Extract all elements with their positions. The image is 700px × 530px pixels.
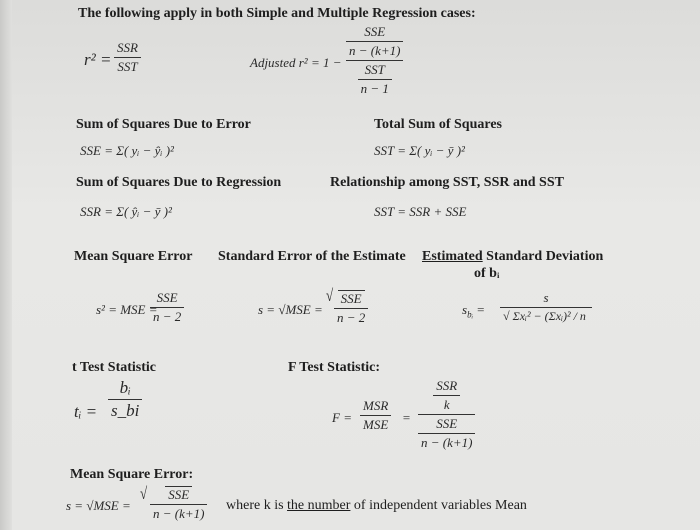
adjusted-bottom-num: SST — [364, 62, 385, 77]
sse-title: Sum of Squares Due to Error — [76, 117, 251, 132]
f-test-top-num: SSR — [436, 378, 458, 393]
t-test-fraction — [108, 378, 142, 421]
relationship-title: Relationship among SST, SSR and SST — [330, 175, 564, 190]
esd-title-a: Estimated — [422, 249, 483, 264]
fraction-bar — [346, 41, 403, 42]
sqrt-icon: √ — [326, 285, 334, 306]
esd-lhs — [462, 302, 485, 320]
heading: The following apply in both Simple and Multiple Regression cases: — [78, 6, 476, 21]
mse-num: SSE — [156, 290, 178, 305]
t-test-num: bᵢ — [119, 378, 131, 397]
se-num: SSE — [338, 290, 365, 307]
mse2-note-c: of independent variables Mean — [350, 498, 527, 513]
f-test-bottom-fraction — [418, 416, 475, 451]
fraction-bar — [418, 433, 475, 434]
relationship-formula: SST = SSR + SSE — [374, 204, 467, 219]
mse-den: n − 2 — [153, 309, 182, 324]
fraction-bar — [150, 504, 207, 505]
f-test-bottom-num: SSE — [436, 416, 458, 431]
f-test-title: F Test Statistic: — [288, 360, 381, 375]
mse2-lhs: s = √MSE = — [66, 498, 131, 513]
esd-den: Σxᵢ² − (Σxᵢ)² / n — [510, 307, 589, 323]
main-fraction-bar — [418, 414, 475, 415]
se-title: Standard Error of the Estimate — [218, 249, 406, 264]
mse2-num: SSE — [165, 486, 192, 503]
esd-fraction — [500, 290, 592, 324]
se-den: n − 2 — [337, 310, 366, 325]
r-squared-fraction — [114, 40, 141, 75]
mse-title: Mean Square Error — [74, 249, 193, 264]
mse2-fraction — [150, 486, 207, 522]
t-test-den: s_bi — [111, 401, 140, 420]
se-lhs: s = √MSE = — [258, 302, 323, 317]
f-test-top-fraction — [433, 378, 460, 413]
mse2-den: n − (k+1) — [153, 506, 205, 521]
r-squared-den: SST — [117, 59, 138, 74]
esd-num: s — [543, 290, 549, 305]
f-test-lhs: F = — [332, 410, 352, 425]
f-test-num: MSR — [363, 398, 389, 413]
esd-title-b: Standard Deviation — [482, 249, 604, 264]
adjusted-top-num: SSE — [364, 24, 386, 39]
mse2-note — [226, 498, 527, 514]
f-test-top-den: k — [443, 397, 450, 412]
f-test-big-fraction — [418, 378, 475, 451]
sqrt-icon: √ — [140, 483, 148, 504]
adjusted-bottom-den: n − 1 — [360, 81, 389, 96]
t-test-lhs: tᵢ = — [74, 402, 98, 421]
fraction-bar — [334, 308, 368, 309]
esd-eq: = — [476, 302, 486, 317]
f-test-den: MSE — [363, 417, 389, 432]
mse-fraction — [150, 290, 184, 325]
fraction-bar — [360, 415, 391, 416]
se-radical — [326, 285, 334, 306]
mse2-note-a: where k is — [226, 498, 288, 513]
fraction-bar — [433, 395, 460, 396]
t-test-title: t Test Statistic — [72, 360, 156, 375]
fraction-bar — [150, 307, 184, 308]
main-fraction-bar — [346, 60, 403, 61]
sst-title: Total Sum of Squares — [374, 117, 502, 132]
mse2-radical — [140, 483, 148, 504]
adjusted-r2-fraction — [346, 24, 403, 97]
page-edge-shadow — [0, 0, 12, 530]
esd-title — [422, 249, 603, 265]
ssr-title: Sum of Squares Due to Regression — [76, 175, 282, 190]
esd-den-wrap — [500, 309, 592, 324]
adjusted-bottom-fraction — [358, 62, 392, 97]
fraction-bar — [358, 79, 392, 80]
adjusted-r2-lhs: Adjusted r² = 1 − — [250, 55, 342, 70]
adjusted-top-den: n − (k+1) — [349, 43, 401, 58]
mse-lhs: s² = MSE = — [96, 302, 158, 317]
mse2-note-b: the number — [287, 498, 351, 513]
esd-lhs-s: s — [462, 302, 468, 317]
f-test-eq: = — [402, 410, 411, 425]
sse-formula: SSE = Σ( yᵢ − ŷᵢ )² — [80, 143, 174, 158]
ssr-formula: SSR = Σ( ŷᵢ − ȳ )² — [80, 204, 172, 219]
fraction-bar — [114, 57, 141, 58]
r-squared-num: SSR — [117, 40, 138, 55]
esd-title-c: of bᵢ — [474, 266, 500, 281]
se-fraction — [334, 290, 368, 326]
r-squared-lhs: r² = — [84, 50, 112, 69]
esd-lhs-sub: bᵢ — [467, 309, 473, 320]
sqrt-icon: √ — [503, 309, 510, 323]
fraction-bar — [108, 399, 142, 400]
adjusted-top-fraction — [346, 24, 403, 59]
f-test-bottom-den: n − (k+1) — [421, 435, 473, 450]
mse2-title: Mean Square Error: — [70, 467, 194, 482]
f-test-fraction — [360, 398, 391, 433]
sst-formula: SST = Σ( yᵢ − ȳ )² — [374, 143, 465, 158]
